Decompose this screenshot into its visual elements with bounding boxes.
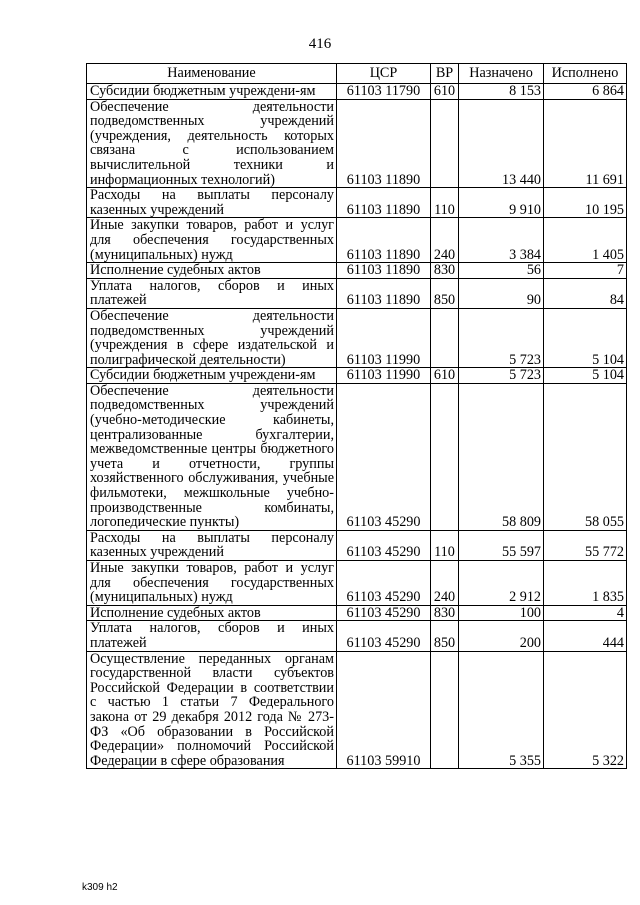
row-csr-cell: 61103 11890 bbox=[337, 278, 431, 308]
row-name-cell: Осуществление переданных органам государственной власти субъектов Российской Федерации в соответствии с частью 1 статьи 7 Федерального закона от 29 декабря 2012 года № 273-ФЗ «Об образовании в Российской Федерации» полномочий Российской Федерации в сфере образования bbox=[87, 651, 337, 769]
row-vr-cell bbox=[431, 383, 459, 530]
row-assigned-cell: 58 809 bbox=[459, 383, 544, 530]
table-row bbox=[87, 84, 627, 100]
footer-code: k309 h2 bbox=[82, 882, 118, 893]
header-assigned: Назначено bbox=[459, 64, 544, 84]
table-row bbox=[87, 99, 627, 188]
table-row bbox=[87, 218, 627, 263]
row-executed-cell: 55 772 bbox=[544, 530, 627, 560]
row-csr-cell: 61103 11790 bbox=[337, 84, 431, 100]
table-row bbox=[87, 188, 627, 218]
row-vr-cell: 850 bbox=[431, 278, 459, 308]
row-assigned-cell: 200 bbox=[459, 621, 544, 651]
table-row bbox=[87, 621, 627, 651]
row-csr-cell: 61103 11890 bbox=[337, 263, 431, 279]
row-executed-cell: 1 405 bbox=[544, 218, 627, 263]
row-name-cell: Исполнение судебных актов bbox=[87, 263, 337, 279]
row-vr-cell: 240 bbox=[431, 561, 459, 606]
row-assigned-cell: 56 bbox=[459, 263, 544, 279]
row-vr-cell bbox=[431, 99, 459, 188]
row-name-cell: Иные закупки товаров, работ и услуг для обеспечения государственных (муниципальных) нужд bbox=[87, 561, 337, 606]
table-row bbox=[87, 561, 627, 606]
row-csr-cell: 61103 45290 bbox=[337, 383, 431, 530]
row-executed-cell: 1 835 bbox=[544, 561, 627, 606]
row-executed-cell: 11 691 bbox=[544, 99, 627, 188]
row-vr-cell: 610 bbox=[431, 84, 459, 100]
row-executed-cell: 84 bbox=[544, 278, 627, 308]
row-name-cell: Иные закупки товаров, работ и услуг для обеспечения государственных (муниципальных) нужд bbox=[87, 218, 337, 263]
row-executed-cell: 10 195 bbox=[544, 188, 627, 218]
table-header-row bbox=[87, 64, 627, 84]
row-csr-cell: 61103 11990 bbox=[337, 308, 431, 367]
row-name-cell: Субсидии бюджетным учреждени-ям bbox=[87, 368, 337, 384]
table-row bbox=[87, 368, 627, 384]
row-executed-cell: 7 bbox=[544, 263, 627, 279]
row-assigned-cell: 90 bbox=[459, 278, 544, 308]
row-assigned-cell: 5 723 bbox=[459, 368, 544, 384]
row-vr-cell: 110 bbox=[431, 530, 459, 560]
table-row bbox=[87, 383, 627, 530]
row-vr-cell: 830 bbox=[431, 605, 459, 621]
row-csr-cell: 61103 11890 bbox=[337, 99, 431, 188]
table-row bbox=[87, 530, 627, 560]
row-vr-cell: 830 bbox=[431, 263, 459, 279]
row-executed-cell: 4 bbox=[544, 605, 627, 621]
row-assigned-cell: 100 bbox=[459, 605, 544, 621]
row-csr-cell: 61103 11890 bbox=[337, 218, 431, 263]
row-assigned-cell: 5 723 bbox=[459, 308, 544, 367]
row-executed-cell: 5 104 bbox=[544, 368, 627, 384]
row-executed-cell: 58 055 bbox=[544, 383, 627, 530]
row-assigned-cell: 9 910 bbox=[459, 188, 544, 218]
row-assigned-cell: 5 355 bbox=[459, 651, 544, 769]
row-csr-cell: 61103 11990 bbox=[337, 368, 431, 384]
row-assigned-cell: 55 597 bbox=[459, 530, 544, 560]
row-vr-cell: 110 bbox=[431, 188, 459, 218]
row-name-cell: Расходы на выплаты персоналу казенных учреждений bbox=[87, 188, 337, 218]
header-name: Наименование bbox=[87, 64, 337, 84]
row-csr-cell: 61103 59910 bbox=[337, 651, 431, 769]
row-name-cell: Обеспечение деятельности подведомственных учреждений (учреждения в сфере издательской и полиграфической деятельности) bbox=[87, 308, 337, 367]
table-row bbox=[87, 605, 627, 621]
table-row bbox=[87, 651, 627, 769]
row-assigned-cell: 3 384 bbox=[459, 218, 544, 263]
row-csr-cell: 61103 45290 bbox=[337, 561, 431, 606]
row-name-cell: Расходы на выплаты персоналу казенных учреждений bbox=[87, 530, 337, 560]
header-vr: ВР bbox=[431, 64, 459, 84]
header-csr: ЦСР bbox=[337, 64, 431, 84]
page-number: 416 bbox=[308, 36, 332, 52]
row-csr-cell: 61103 45290 bbox=[337, 621, 431, 651]
row-assigned-cell: 2 912 bbox=[459, 561, 544, 606]
row-name-cell: Уплата налогов, сборов и иных платежей bbox=[87, 278, 337, 308]
row-assigned-cell: 13 440 bbox=[459, 99, 544, 188]
row-name-cell: Обеспечение деятельности подведомственных учреждений (учебно-методические кабинеты, централизованные бухгалтерии, межведомственные центры бюджетного учета и отчетности, группы хозяйственного обслуживания, учебные фильмотеки, межшкольные учебно-производственные комбинаты, логопедические пункты) bbox=[87, 383, 337, 530]
row-csr-cell: 61103 45290 bbox=[337, 605, 431, 621]
row-executed-cell: 444 bbox=[544, 621, 627, 651]
row-vr-cell: 850 bbox=[431, 621, 459, 651]
row-vr-cell bbox=[431, 651, 459, 769]
table-body bbox=[87, 84, 627, 769]
row-executed-cell: 5 322 bbox=[544, 651, 627, 769]
row-name-cell: Уплата налогов, сборов и иных платежей bbox=[87, 621, 337, 651]
row-vr-cell bbox=[431, 308, 459, 367]
row-vr-cell: 240 bbox=[431, 218, 459, 263]
row-executed-cell: 5 104 bbox=[544, 308, 627, 367]
row-name-cell: Исполнение судебных актов bbox=[87, 605, 337, 621]
row-name-cell: Обеспечение деятельности подведомственных учреждений (учреждения, деятельность которых связана с использованием вычислительной техники и информационных технологий) bbox=[87, 99, 337, 188]
row-executed-cell: 6 864 bbox=[544, 84, 627, 100]
table-row bbox=[87, 278, 627, 308]
table-row bbox=[87, 308, 627, 367]
budget-table bbox=[86, 63, 627, 769]
row-csr-cell: 61103 11890 bbox=[337, 188, 431, 218]
row-csr-cell: 61103 45290 bbox=[337, 530, 431, 560]
row-assigned-cell: 8 153 bbox=[459, 84, 544, 100]
row-vr-cell: 610 bbox=[431, 368, 459, 384]
header-executed: Исполнено bbox=[544, 64, 627, 84]
row-name-cell: Субсидии бюджетным учреждени-ям bbox=[87, 84, 337, 100]
table-row bbox=[87, 263, 627, 279]
